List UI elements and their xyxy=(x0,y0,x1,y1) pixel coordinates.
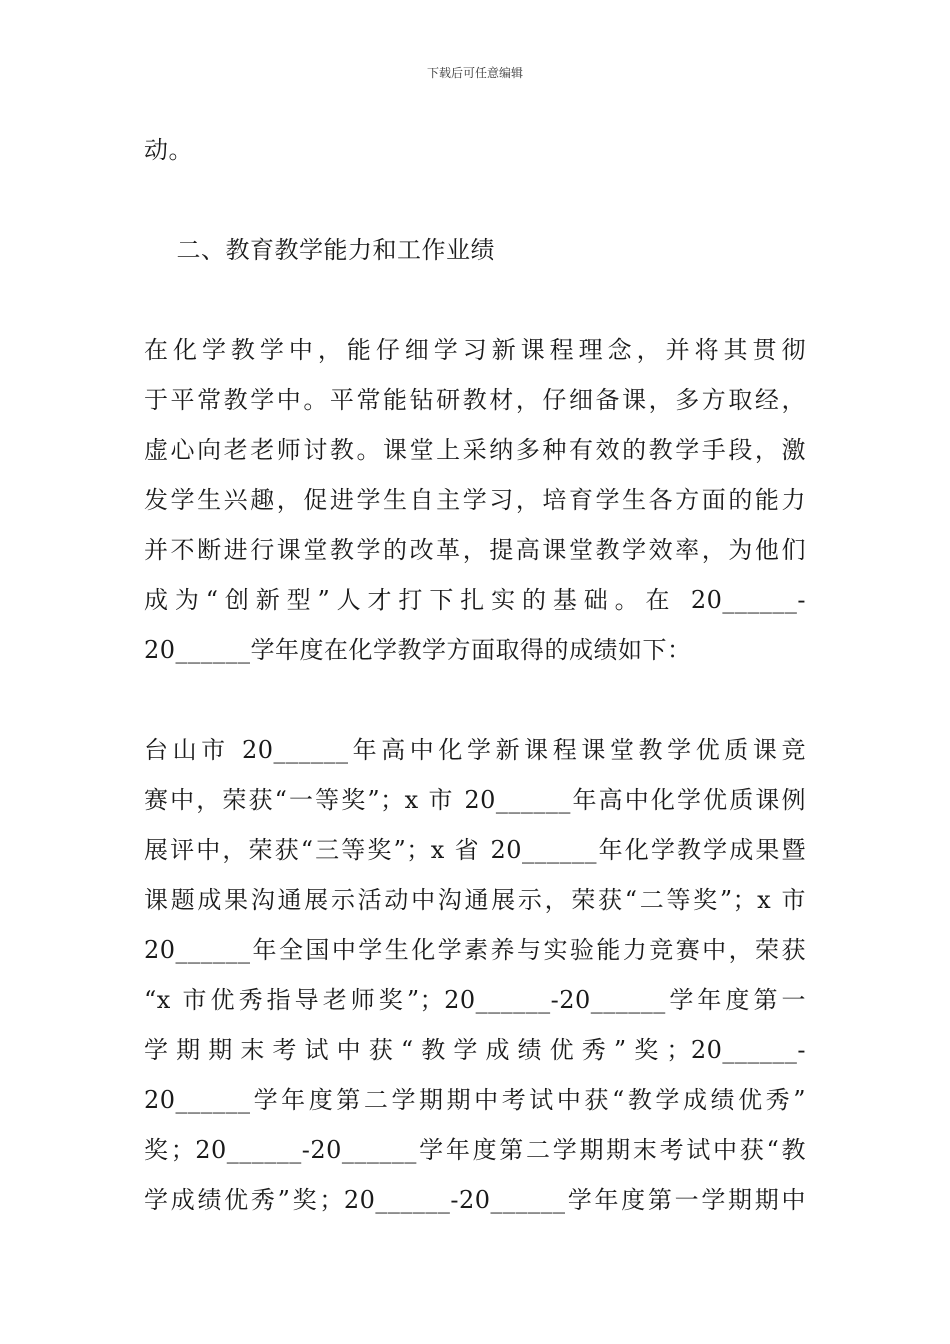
text-line: 20______学年度第二学期期中考试中获“教学成绩优秀” xyxy=(144,1086,806,1114)
text-line: 20______年全国中学生化学素养与实验能力竞赛中，荣获 xyxy=(144,936,806,964)
page-header-note: 下载后可任意编辑 xyxy=(426,66,523,80)
text-line: 在化学教学中，能仔细学习新课程理念，并将其贯彻 xyxy=(144,336,806,364)
text-line: “x 市优秀指导老师奖”；20______-20______学年度第一 xyxy=(144,986,806,1014)
text-line: 动。 xyxy=(144,136,193,164)
text-line: 奖；20______-20______学年度第二学期期末考试中获“教 xyxy=(144,1136,806,1164)
text-line: 虚心向老老师讨教。课堂上采纳多种有效的教学手段，激 xyxy=(144,436,806,464)
text-line: 台山市 20______年高中化学新课程课堂教学优质课竞 xyxy=(144,736,806,764)
text-line: 并不断进行课堂教学的改革，提高课堂教学效率，为他们 xyxy=(144,536,806,564)
text-line: 课题成果沟通展示活动中沟通展示，荣获“二等奖”；x 市 xyxy=(144,886,806,914)
text-line: 展评中，荣获“三等奖”；x 省 20______年化学教学成果暨 xyxy=(144,836,806,864)
text-line: 成为“创新型”人才打下扎实的基础。在 20______- xyxy=(144,586,806,614)
text-line: 赛中，荣获“一等奖”；x 市 20______年高中化学优质课例 xyxy=(144,786,806,814)
text-line: 于平常教学中。平常能钻研教材，仔细备课，多方取经， xyxy=(144,386,806,414)
section-heading: 二、教育教学能力和工作业绩 xyxy=(144,236,496,264)
text-line: 发学生兴趣，促进学生自主学习，培育学生各方面的能力 xyxy=(144,486,806,514)
text-line: 20______学年度在化学教学方面取得的成绩如下： xyxy=(144,636,692,664)
text-line: 学期期末考试中获“教学成绩优秀”奖；20______- xyxy=(144,1036,806,1064)
text-line: 学成绩优秀”奖；20______-20______学年度第一学期期中 xyxy=(144,1186,806,1214)
